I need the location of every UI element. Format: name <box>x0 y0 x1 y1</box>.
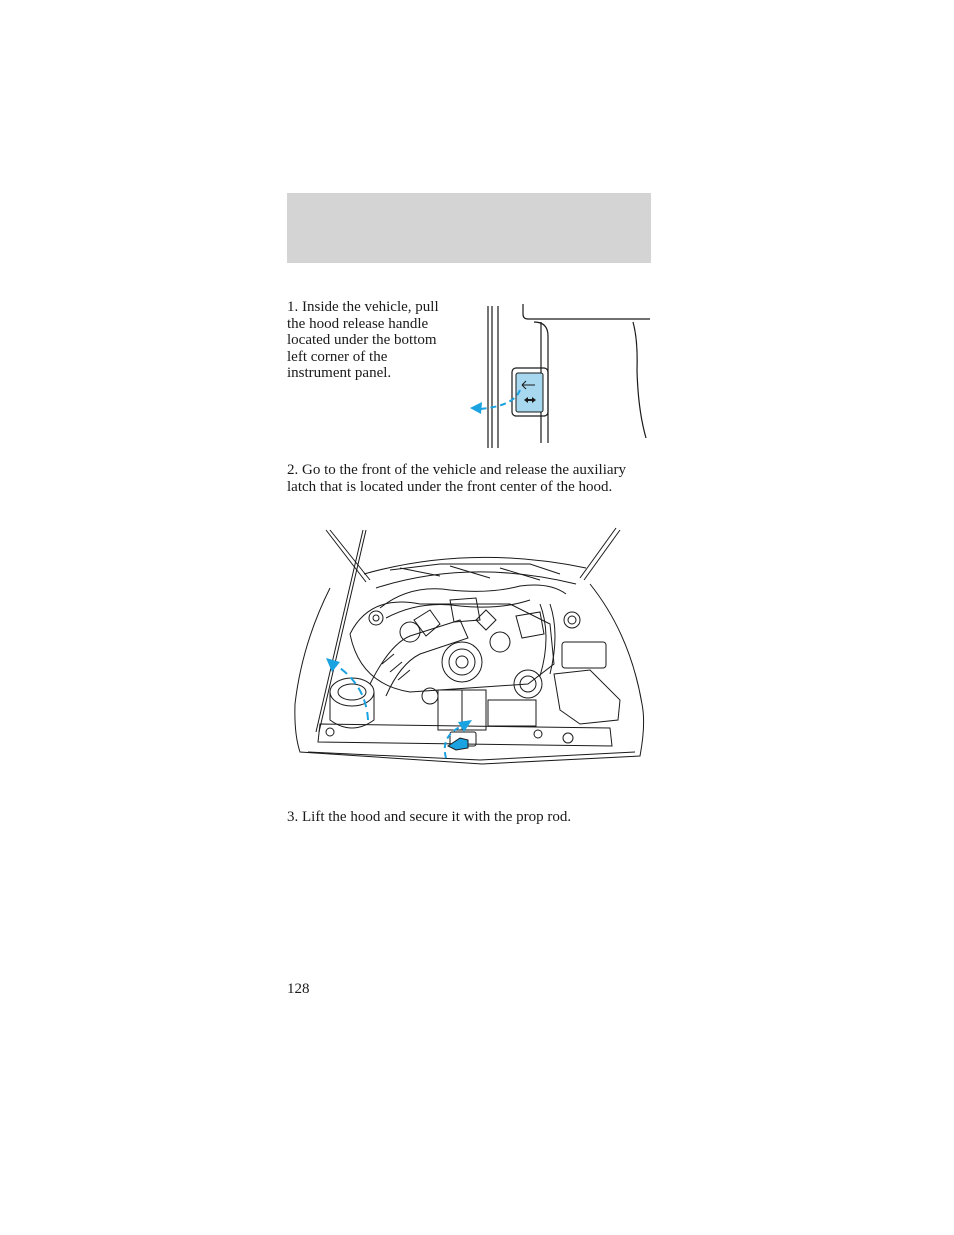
hood-release-illustration <box>462 300 654 450</box>
engine-compartment-illustration <box>290 524 652 768</box>
auxiliary-latch-icon <box>448 738 468 750</box>
section-header-band <box>287 193 651 263</box>
page-number: 128 <box>287 981 310 997</box>
step-1-text: 1. Inside the vehicle, pull the hood release handle located under the bottom left corner of the instrument panel. <box>287 299 439 381</box>
left-arrow-icon <box>470 402 482 414</box>
step-3-text: 3. Lift the hood and secure it with the prop rod. <box>287 809 572 825</box>
hood-lift-arrow-icon <box>326 658 340 672</box>
hood-release-handle-icon <box>516 373 543 412</box>
step-2-text: 2. Go to the front of the vehicle and release the auxiliary latch that is located under the front center of the hood. <box>287 462 627 495</box>
